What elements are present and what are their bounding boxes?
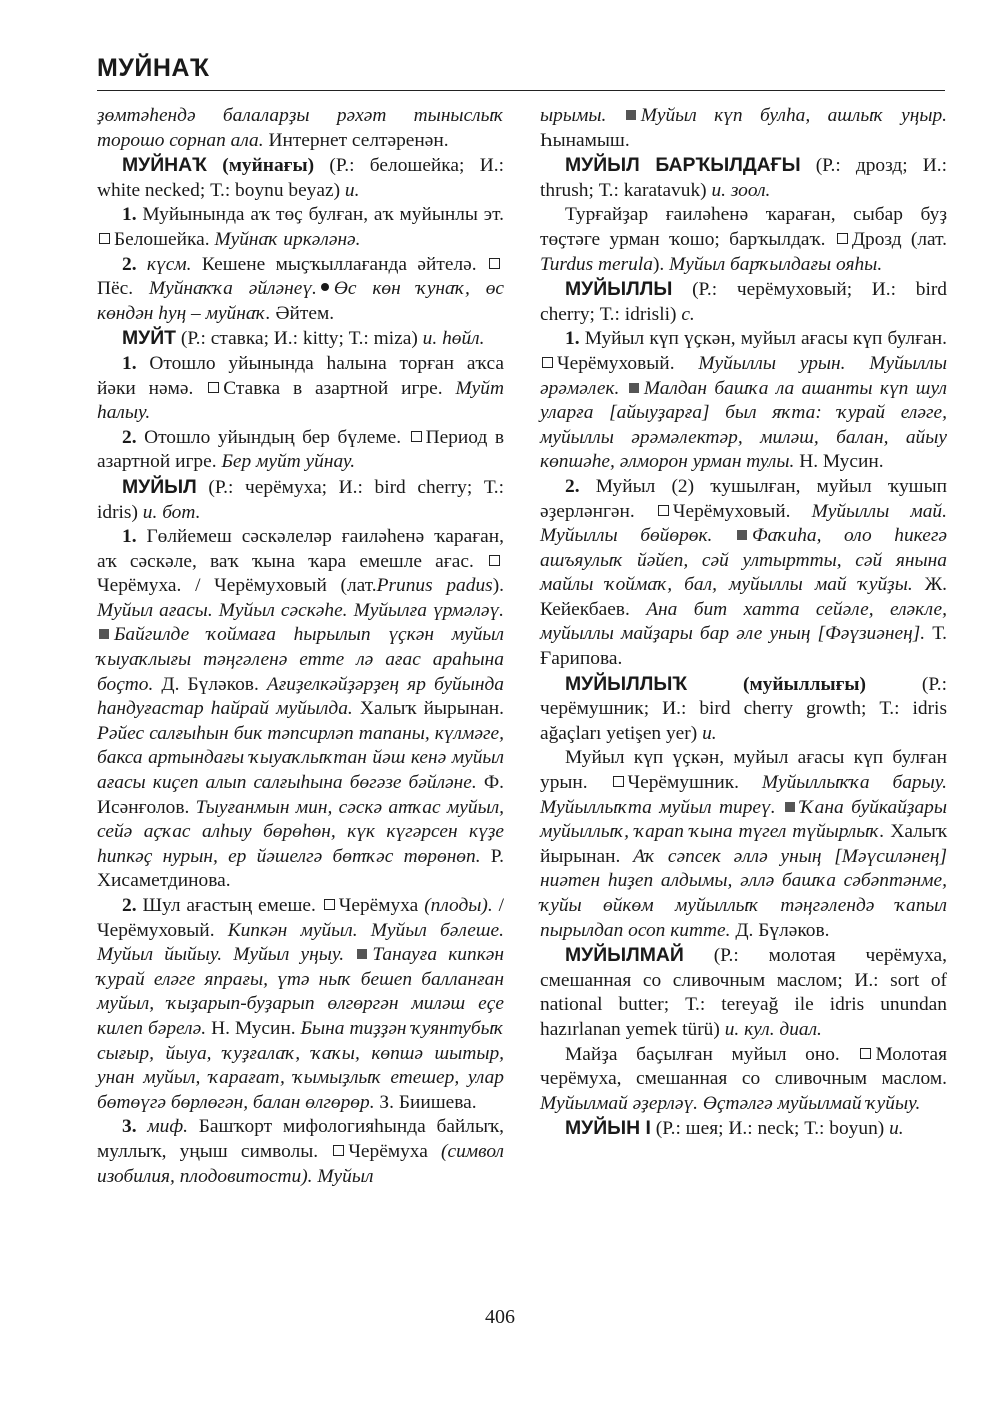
definition: Башҡорт мифологияһында байлыҡ, муллыҡ, уңыш символы. xyxy=(97,1116,504,1162)
example: Муйыл xyxy=(317,1165,374,1187)
translation-marker-icon xyxy=(489,258,500,269)
proverb: Өс көн ҡунаҡ, өс көндән һуң – муйнаҡ. xyxy=(97,278,504,324)
source: Халыҡ йырынан. xyxy=(359,698,504,720)
part-of-speech: и. xyxy=(344,179,360,201)
headword: МУЙТ xyxy=(122,327,176,350)
proverb-bullet-icon xyxy=(321,283,329,291)
translation-marker-icon xyxy=(333,1145,344,1156)
translation: Черёмуховый. xyxy=(672,500,791,522)
sense-number: 1. xyxy=(565,328,580,350)
example: Муйыллыҡҡа барыу. Муйыллыҡта муйыл тиреү. xyxy=(540,772,947,818)
translation-note: (плоды). xyxy=(424,895,493,916)
source: Ф. Исәнғолов. xyxy=(97,772,504,818)
equivalents: (Р.: белошейка; И.: white necked; Т.: boynu beyaz) xyxy=(97,155,504,201)
sense xyxy=(540,327,947,475)
translation-marker-icon xyxy=(489,555,500,566)
quotation: Рәйес салғыһын бик тәпсирләп тапаны, күлмәге, бакса артындағы ҡыуаҡлыҡтан йәш кенә муйыл ағасы киҫеп алып салғыһына бөгәзе бәйләне. xyxy=(97,722,504,794)
translation-marker-icon xyxy=(208,382,219,393)
sense-number: 1. xyxy=(122,526,137,548)
equivalents: (Р.: молотая черёмуха, смешанная со сливочным маслом; И.: sort of national butter; Т.: tereyağ ile idris unundan hazırlanan yemek türü) xyxy=(540,945,947,1040)
entry-muiyn xyxy=(540,1116,947,1142)
quotation: Ағиҙелкәйҙәрҙең яр буйында һандуғастар һайрай муйылда. xyxy=(97,673,504,720)
translation: Черёмуховый. xyxy=(557,352,675,374)
usage-label: миф. xyxy=(147,1116,188,1138)
sense xyxy=(97,203,504,252)
source: Н. Мусин. xyxy=(211,1017,296,1039)
part-of-speech: и. бот. xyxy=(142,501,201,523)
translation: Черёмуха xyxy=(348,1140,428,1162)
source: Халыҡ йырынан. xyxy=(540,821,947,867)
source: Д. Бүләков. xyxy=(735,919,830,941)
translation: Дрозд (лат. xyxy=(851,228,947,250)
grammatical-form: (муйыллығы) xyxy=(743,673,866,695)
translation-marker-icon xyxy=(613,776,624,787)
part-of-speech: и. xyxy=(702,722,717,744)
quotation: Ана бит хатта сейәле, еләкле, муйыллы майҙары бар әле уның [Фәүзиәнең]. xyxy=(540,598,947,645)
translation-note: (символ изобилия, плодовитости). xyxy=(97,1140,504,1187)
source: Н. Мусин. xyxy=(799,451,884,473)
translation-marker-icon xyxy=(99,233,110,244)
quotation: Муйыл күп булһа, ашлыҡ уңыр. xyxy=(640,105,947,126)
equivalents: (Р.: ставка; И.: kitty; Т.: miza) xyxy=(180,328,418,350)
definition: Гөлйемеш сәскәлеләр ғаиләһенә ҡараған, аҡ сәскәле, ваҡ ҡына ҡара емешле ағас. xyxy=(97,526,504,572)
headword: МУЙЫЛ xyxy=(122,475,197,498)
entry-muiyllyk xyxy=(540,672,947,747)
source: Әйтем. xyxy=(275,302,335,324)
definition: Отошло уйынында һалына торған аҡса йәки нәмә. xyxy=(97,352,505,399)
example: Кипкән муйыл. Муйыл бәлеше. Муйыл йыйыу. Муйыл уңыу. xyxy=(97,919,504,966)
definition: Турғайҙар ғаиләһенә ҡараған, сыбар буҙ төҫтәге урман ҡошо; барҡылдаҡ. xyxy=(540,204,947,250)
equivalents: (Р.: черёмушник; И.: bird cherry growth; Т.: idris ağaçları yetişen yer) xyxy=(540,673,947,744)
entry-continuation xyxy=(540,104,947,153)
quotation: Ҡана буйкайҙары муйыллыҡ, ҡарап ҡына түгел түйырлыҡ. xyxy=(540,796,947,843)
definition: Майҙа баҫылған муйыл оно. xyxy=(565,1043,840,1065)
equivalents: (Р.: черёмуха; И.: bird cherry; Т.: idris) xyxy=(97,476,504,523)
source: Т. Ғарипова. xyxy=(540,623,947,670)
sense xyxy=(97,253,504,327)
sense-number: 2. xyxy=(122,253,137,275)
grammatical-form: (муйнағы) xyxy=(222,155,315,177)
equivalents: (Р.: черёмуховый; И.: bird cherry; Т.: idrisli) xyxy=(540,279,947,325)
header-rule xyxy=(97,90,945,91)
sense-number: 2. xyxy=(122,426,137,448)
sense-number: 1. xyxy=(122,352,137,374)
equivalents: (Р.: дрозд; И.: thrush; Т.: karatavuk) xyxy=(540,155,947,201)
translation-end: ). xyxy=(652,253,665,275)
example: Муйыл ағасы. Муйыл сәскәһе. Муйылға үрмәләү. xyxy=(97,599,504,621)
definition: Муйыл (2) ҡушылған, муйыл ҡушып әҙерләнгән. xyxy=(540,475,947,522)
sense xyxy=(97,352,504,426)
example-text: ҙөмтәһендә балаларҙы рәхәт тыныслыҡ торошо сорнап ала. xyxy=(97,105,504,151)
definition: Муйыл күп үҫкән, муйыл ағасы күп булған. xyxy=(584,328,947,350)
entry-continuation xyxy=(97,104,504,153)
equivalents: (Р.: шея; И.: neck; Т.: boyun) xyxy=(655,1118,885,1140)
quotation-marker-icon xyxy=(357,949,367,959)
sense xyxy=(97,525,504,894)
definition: Кешене мыҫҡыллағанда әйтелә. xyxy=(201,253,477,275)
page-number: 406 xyxy=(485,1306,515,1328)
definition: Отошло уйындың бер бүлеме. xyxy=(144,426,402,448)
sense xyxy=(97,1115,504,1189)
left-column xyxy=(97,104,504,1189)
sense xyxy=(540,746,947,943)
example: Муйт һалыу. xyxy=(97,377,504,424)
translation: Пёс. xyxy=(97,278,134,300)
sense-number: 1. xyxy=(122,204,137,226)
example: Муйнаҡ иркәләнә. xyxy=(214,228,361,250)
quotation: Фаҡиһа, оло һикегә ашъяулыҡ йәйеп, сәй ултыртты, сәй янына майлы ҡоймаҡ, бал, муйыллы май ҡуйҙы. xyxy=(540,525,948,596)
headword: МУЙНАҠ xyxy=(122,154,207,177)
definition: Шул ағастың емеше. xyxy=(142,895,316,916)
headword: МУЙЫН I xyxy=(565,1117,651,1140)
entry-muiyl-barkyldagy xyxy=(540,153,947,203)
source: Интернет селтәренән. xyxy=(268,129,449,151)
sense-number: 2. xyxy=(565,475,580,497)
quotation-marker-icon xyxy=(629,383,639,393)
example: ырымы. xyxy=(540,105,607,126)
entry-muiylly xyxy=(540,277,947,327)
sense xyxy=(97,426,504,475)
headword: МУЙЫЛЛЫҠ xyxy=(565,672,688,695)
translation: Молотая черёмуха, смешанная со сливочным маслом. xyxy=(540,1043,947,1090)
running-head: МУЙНАҠ xyxy=(97,54,210,82)
sense xyxy=(540,475,947,672)
sense xyxy=(540,203,947,277)
translation-end: ). xyxy=(492,575,504,597)
quotation: Тыуғанмын мин, сәскә атҡас муйыл, сейә аҫҡас алһыу бөрөһөн, күк күгәрсен күҙе һипкәҫ нурын, ер йәшелгә бөтҡәс төрөнөп. xyxy=(97,796,504,867)
entry-muit xyxy=(97,326,504,352)
quotation-marker-icon xyxy=(737,530,747,540)
source: З. Биишева. xyxy=(379,1091,477,1113)
translation-marker-icon xyxy=(658,505,669,516)
headword: МУЙЫЛ БАРҠЫЛДАҒЫ xyxy=(565,154,801,177)
quotation: Бына тиҙҙән ҡуянтубыҡ сығыр, йыуа, ҡуҙғалаҡ, ҡаҡы, көпшә шытыр, унан муйыл, ҡарағат, ҡымыҙлыҡ етешер, улар бөтөүгә бөрлөгән, балан өлгөрөр. xyxy=(97,1017,504,1113)
translation: Белошейка. xyxy=(114,228,210,250)
quotation: Танауға кипкән ҡурай еләге япрағы, үтә ныҡ бешеп балланған муйыл, ҡыҙарып-буҙарып өлгөргән миләш еҫе килеп бәрелә. xyxy=(97,944,504,1039)
headword: МУЙЫЛМАЙ xyxy=(565,944,684,967)
usage-label: күсм. xyxy=(146,253,192,275)
translation: / Черёмуховый. xyxy=(97,895,505,941)
entry-muinak xyxy=(97,153,504,203)
example: Муйнаҡҡа әйләнеү. xyxy=(148,278,317,300)
translation-marker-icon xyxy=(860,1048,871,1059)
definition: Муйыл күп үҫкән, муйыл ағасы күп булған урын. xyxy=(540,747,947,794)
translation: Черёмуха xyxy=(338,895,419,916)
example: Муйыллы урын. Муйыллы әрәмәлек. xyxy=(540,352,947,399)
translation: Ставка в азартной игре. xyxy=(223,377,443,399)
quotation: Аҡ сәпсек әллә уның [Мәүсиләнең] ниәтен һиҙеп алдымы, әллә башҡа сәбәптәнме, ҡуйы өйкөм муйыллыҡ тәңгәлендә ҡапыл пырылдап осоп китте. xyxy=(540,845,947,941)
source: Р. Хисаметдинова. xyxy=(97,845,504,892)
definition: Муйынында аҡ төҫ булған, аҡ муйынлы эт. xyxy=(142,204,504,226)
quotation: Малдан башҡа ла ашанты күп шул уларға [айыуҙарға] был яҡта: ҡурай еләге, муйыллы әрәмәлектәр, миләш, балан, айыу көпшәһе, әлморон урман тулы. xyxy=(540,377,947,473)
part-of-speech: и. xyxy=(889,1118,904,1140)
example: Муйылмай әҙерләү. Өҫтәлгә муйылмай ҡуйыу. xyxy=(540,1092,921,1114)
example: Муйыллы май. Муйыллы бөйөрөк. xyxy=(540,500,947,547)
right-column xyxy=(540,104,947,1142)
latin-name: Turdus merula xyxy=(540,253,653,275)
latin-name: Prunus padus xyxy=(376,575,493,597)
sense xyxy=(540,1043,947,1117)
translation: Период в азартной игре. xyxy=(97,426,504,473)
sense xyxy=(97,894,504,1115)
translation: Черёмуха. / Черёмуховый (лат. xyxy=(97,575,377,597)
headword: МУЙЫЛЛЫ xyxy=(565,278,673,301)
part-of-speech: и. һөйл. xyxy=(422,328,485,350)
part-of-speech: с. xyxy=(681,303,695,325)
translation-marker-icon xyxy=(837,233,848,244)
sense-number: 2. xyxy=(122,895,137,916)
quotation: Байгилде ҡоймаға һырылып үҫкән муйыл ҡыуаҡлығы тәңгәленә етте лә ағас араһына боҫто. xyxy=(97,624,504,695)
translation-marker-icon xyxy=(542,357,553,368)
translation-marker-icon xyxy=(411,431,422,442)
translation-marker-icon xyxy=(324,899,335,910)
sense-number: 3. xyxy=(122,1116,137,1138)
entry-muiylmai xyxy=(540,943,947,1042)
entry-muiyl xyxy=(97,475,504,525)
example: Муйыл барҡылдағы ояһы. xyxy=(669,253,883,275)
translation: Черёмушник. xyxy=(627,772,739,794)
part-of-speech: и. кул. диал. xyxy=(724,1018,822,1040)
quotation-marker-icon xyxy=(99,629,109,639)
quotation-marker-icon xyxy=(785,802,795,812)
source: Һынамыш. xyxy=(540,129,630,151)
source: Д. Бүләков. xyxy=(161,673,259,695)
source: Ж. Кейекбаев. xyxy=(540,574,947,620)
part-of-speech: и. зоол. xyxy=(711,179,771,201)
quotation-marker-icon xyxy=(626,110,636,120)
example: Бер муйт уйнау. xyxy=(221,451,356,473)
